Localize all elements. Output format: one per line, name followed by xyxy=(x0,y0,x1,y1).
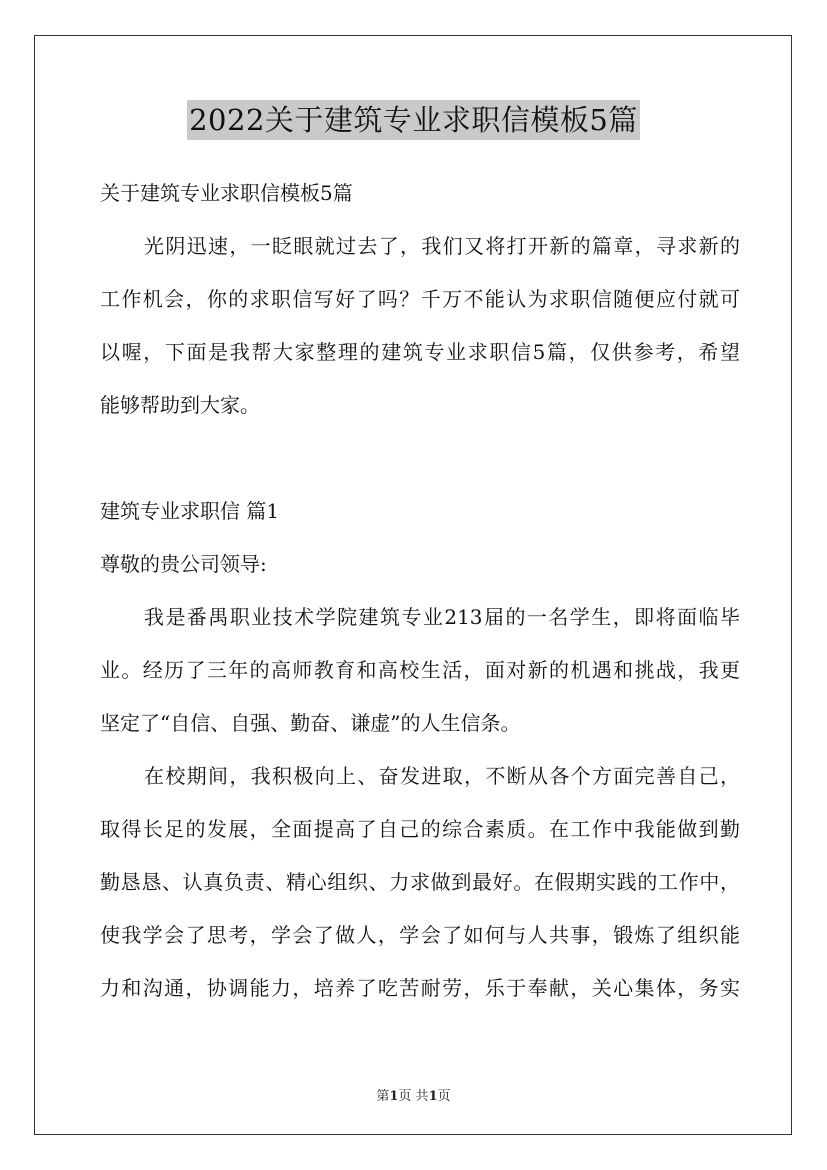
page-footer xyxy=(0,1085,827,1104)
intro-line: 工作机会，你的求职信写好了吗？千万不能认为求职信随便应付就可 xyxy=(100,287,740,311)
footer-suffix: 页 xyxy=(437,1089,451,1104)
section-heading: 建筑专业求职信 篇1 xyxy=(100,499,280,523)
footer-page-total: 1 xyxy=(428,1089,438,1104)
paragraph-line: 力和沟通，协调能力，培养了吃苦耐劳，乐于奉献，关心集体，务实 xyxy=(100,976,740,1000)
intro-line: 光阴迅速，一眨眼就过去了，我们又将打开新的篇章，寻求新的 xyxy=(144,234,740,258)
document-body xyxy=(100,170,740,1018)
intro-line: 以喔，下面是我帮大家整理的建筑专业求职信5篇，仅供参考，希望 xyxy=(100,340,740,364)
footer-prefix: 第 xyxy=(376,1089,390,1104)
salutation: 尊敬的贵公司领导: xyxy=(100,552,267,576)
document-title: 2022关于建筑专业求职信模板5篇 xyxy=(187,100,640,140)
paragraph-line: 使我学会了思考，学会了做人，学会了如何与人共事，锻炼了组织能 xyxy=(100,923,740,947)
paragraph-line: 在校期间，我积极向上、奋发进取，不断从各个方面完善自己， xyxy=(144,764,740,788)
paragraph-line: 我是番禺职业技术学院建筑专业213届的一名学生，即将面临毕 xyxy=(144,605,740,629)
paragraph-line: 取得长足的发展，全面提高了自己的综合素质。在工作中我能做到勤 xyxy=(100,817,740,841)
document-subtitle: 关于建筑专业求职信模板5篇 xyxy=(100,181,353,205)
title-container xyxy=(0,100,827,140)
footer-page-current: 1 xyxy=(389,1089,399,1104)
footer-mid: 页 共 xyxy=(398,1089,429,1104)
paragraph-line: 坚定了“自信、自强、勤奋、谦虚”的人生信条。 xyxy=(100,711,521,735)
paragraph-line: 勤恳恳、认真负责、精心组织、力求做到最好。在假期实践的工作中， xyxy=(100,870,740,894)
paragraph-line: 业。经历了三年的高师教育和高校生活，面对新的机遇和挑战，我更 xyxy=(100,658,740,682)
blank-line xyxy=(100,435,740,488)
intro-line: 能够帮助到大家。 xyxy=(100,393,260,417)
